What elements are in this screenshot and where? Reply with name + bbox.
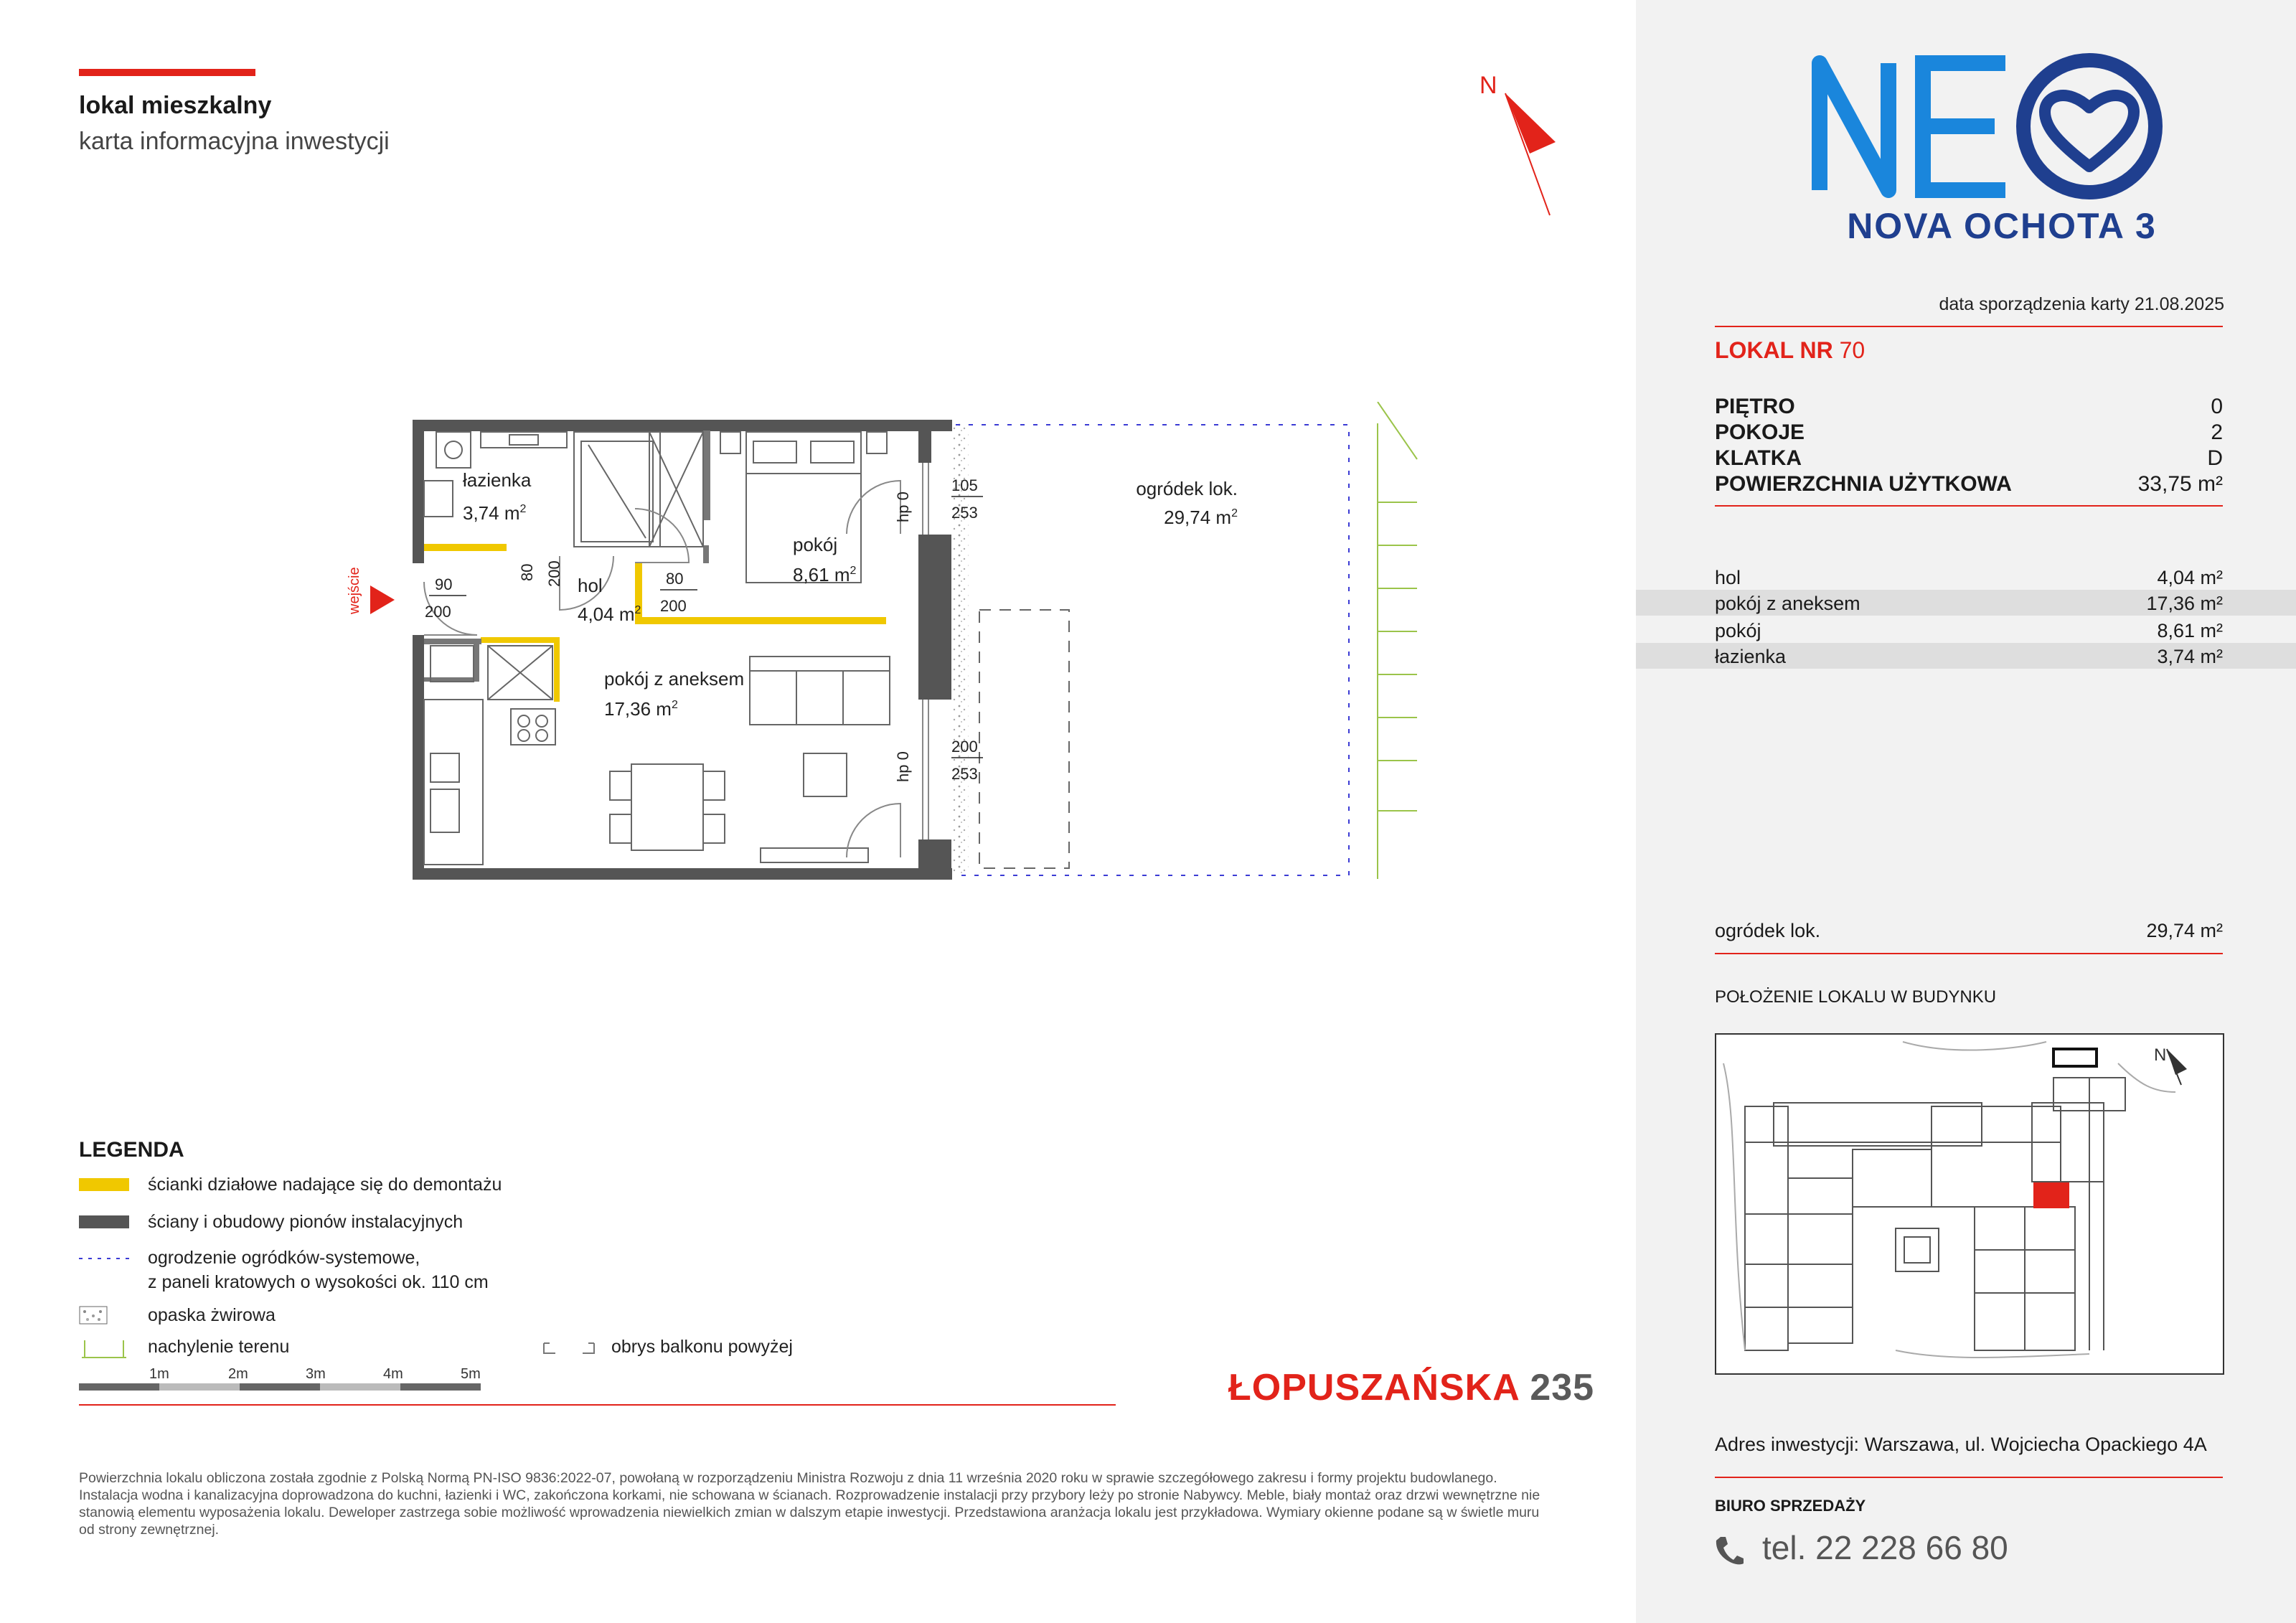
garden-label: ogródek lok. <box>1136 478 1238 499</box>
terrain-slope <box>1378 402 1417 879</box>
document-title: lokal mieszkalny <box>79 92 272 119</box>
dim-bath-h: 200 <box>660 597 687 615</box>
site-plan <box>1716 1035 2223 1373</box>
legend-item-balcony: obrys balkonu powyżej <box>542 1335 901 1359</box>
bed <box>720 432 887 583</box>
neo-logo <box>1801 43 2203 251</box>
unit-location-marker <box>2033 1182 2069 1208</box>
location-title: POŁOŻENIE LOKALU W BUDYNKU <box>1715 987 1997 1007</box>
legend-item-fence: ogrodzenie ogródków-systemowe, z paneli kratowych o wysokości ok. 110 cm <box>79 1246 725 1296</box>
legend-title: LEGENDA <box>79 1138 184 1162</box>
dim-win1-w: 105 <box>951 476 978 494</box>
header-accent-bar <box>79 69 255 76</box>
sales-phone[interactable]: tel. 22 228 66 80 <box>1715 1528 2008 1567</box>
legend-item-demontaz: ścianki działowe nadające się do demontażu <box>79 1172 725 1197</box>
legend-item-slope: nachylenie terenu <box>79 1335 725 1359</box>
dim-entry-w: 90 <box>435 575 453 593</box>
balcony-outline <box>979 610 1069 868</box>
dim-win2-h: 253 <box>951 765 978 783</box>
svg-text:N: N <box>2154 1045 2167 1065</box>
building-location-map <box>1715 1033 2224 1375</box>
room-label-aneks: pokój z aneksem <box>604 668 745 690</box>
room-area-pokoj: 8,61 $m^2$ <box>793 564 857 585</box>
north-label: N <box>1479 72 1497 99</box>
street-number: 235 <box>1530 1367 1595 1408</box>
phone-icon <box>1715 1535 1744 1566</box>
entrance-marker <box>347 567 395 615</box>
legend-gravel-icon <box>79 1306 108 1325</box>
room-area-lazienka: 3,74 $m^2$ <box>463 502 527 524</box>
room-label-hol: hol <box>578 575 603 596</box>
dim-hp-1: hp 0 <box>894 491 912 522</box>
dim-win1-h: 253 <box>951 504 978 522</box>
heart-icon <box>2023 60 2155 192</box>
legend-item-gravel: opaska żwirowa <box>79 1303 725 1327</box>
project-name: NOVA OCHOTA 3 <box>1847 206 2157 246</box>
prop-staircase: KLATKA D <box>1715 446 2223 470</box>
scale-labels: 1m 2m 3m 4m 5m <box>149 1366 481 1382</box>
dim-hol-h: 200 <box>545 560 563 587</box>
investment-address: Adres inwestycji: Warszawa, ul. Wojciecha Opackiego 4A <box>1715 1434 2207 1455</box>
dim-win2-w: 200 <box>951 738 978 756</box>
legend-swatch-grey <box>79 1215 129 1228</box>
panel-rule-top <box>1715 326 2223 327</box>
room-label-pokoj: pokój <box>793 534 838 555</box>
dim-hol-w: 80 <box>518 563 536 581</box>
north-arrow-icon <box>1464 65 1578 222</box>
legend-balcony-icon <box>542 1339 596 1356</box>
room-row-hol: hol 4,04 m² <box>1715 567 2223 588</box>
logo-n <box>1820 63 1888 190</box>
prop-floor: PIĘTRO 0 <box>1715 395 2223 418</box>
room-row-aneks: pokój z aneksem 17,36 m² <box>1636 590 2296 616</box>
room-label-lazienka: łazienka <box>463 469 532 491</box>
room-area-hol: 4,04 $m^2$ <box>578 603 641 625</box>
garden-area-label: 29,74 $m^2$ <box>1164 507 1238 528</box>
info-panel <box>1636 0 2296 1623</box>
street-sign <box>1228 1366 1594 1409</box>
dim-entry-h: 200 <box>425 603 451 621</box>
legend-swatch-yellow <box>79 1178 129 1191</box>
sales-office-title: BIURO SPRZEDAŻY <box>1715 1497 1866 1515</box>
room-area-aneks: 17,36 $m^2$ <box>604 698 678 720</box>
panel-rule-props <box>1715 505 2223 507</box>
scale-bar <box>79 1383 481 1391</box>
logo-e <box>1923 63 2005 190</box>
legal-footnote: Powierzchnia lokalu obliczona została zgodnie z Polską Normą PN-ISO 9836:2022-07, powołaną w rozporządzeniu Ministra Rozwoju z dnia 11 września 2020 roku w sprawie szczegółowego zakresu i formy projektu budowlanego. Instalacja wodna i kanalizacyjna doprowadzona do kuchni, łazienki i WC, zakończona korkami, nie schowana w ścianach. Rozprowadzenie instalacji przy przybory leży po stronie Nabywcy. Meble, biały montaż oraz drzwi wewnętrzne nie stanowią elementu wyposażenia lokalu. Deweloper zastrzega sobie możliwość wprowadzenia niewielkich zmian w dalszym etapie inwestycji. Przedstawiona aranżacja lokalu jest przykładowa. Wymiary okienne podane są w świetle muru od strony zewnętrznej. <box>79 1470 1540 1538</box>
room-row-pokoj: pokój 8,61 m² <box>1715 620 2223 641</box>
entrance-label: wejście <box>347 567 362 614</box>
prop-rooms: POKOJE 2 <box>1715 420 2223 444</box>
minimap-north-icon <box>2154 1045 2187 1085</box>
legend-item-piony: ściany i obudowy pionów instalacyjnych <box>79 1210 725 1234</box>
dim-hp-2: hp 0 <box>894 751 912 782</box>
unit-number: LOKAL NR 70 <box>1715 337 1866 363</box>
garden-area <box>953 402 1417 879</box>
legend-fence-icon <box>79 1256 132 1261</box>
room-row-lazienka: łazienka 3,74 m² <box>1636 643 2296 669</box>
panel-rule-garden <box>1715 953 2223 954</box>
document-subtitle: karta informacyjna inwestycji <box>79 128 390 155</box>
panel-rule-address <box>1715 1477 2223 1478</box>
street-name: ŁOPUSZAŃSKA <box>1228 1367 1519 1408</box>
garden-row: ogródek lok. 29,74 m² <box>1715 920 2223 941</box>
footer-divider <box>79 1404 1116 1406</box>
floor-plan <box>344 402 1435 890</box>
dim-bath-w: 80 <box>666 570 684 588</box>
legend-slope-icon <box>79 1335 129 1359</box>
prop-usable-area: POWIERZCHNIA UŻYTKOWA 33,75 m² <box>1715 472 2223 496</box>
card-date: data sporządzenia karty 21.08.2025 <box>1939 294 2224 314</box>
